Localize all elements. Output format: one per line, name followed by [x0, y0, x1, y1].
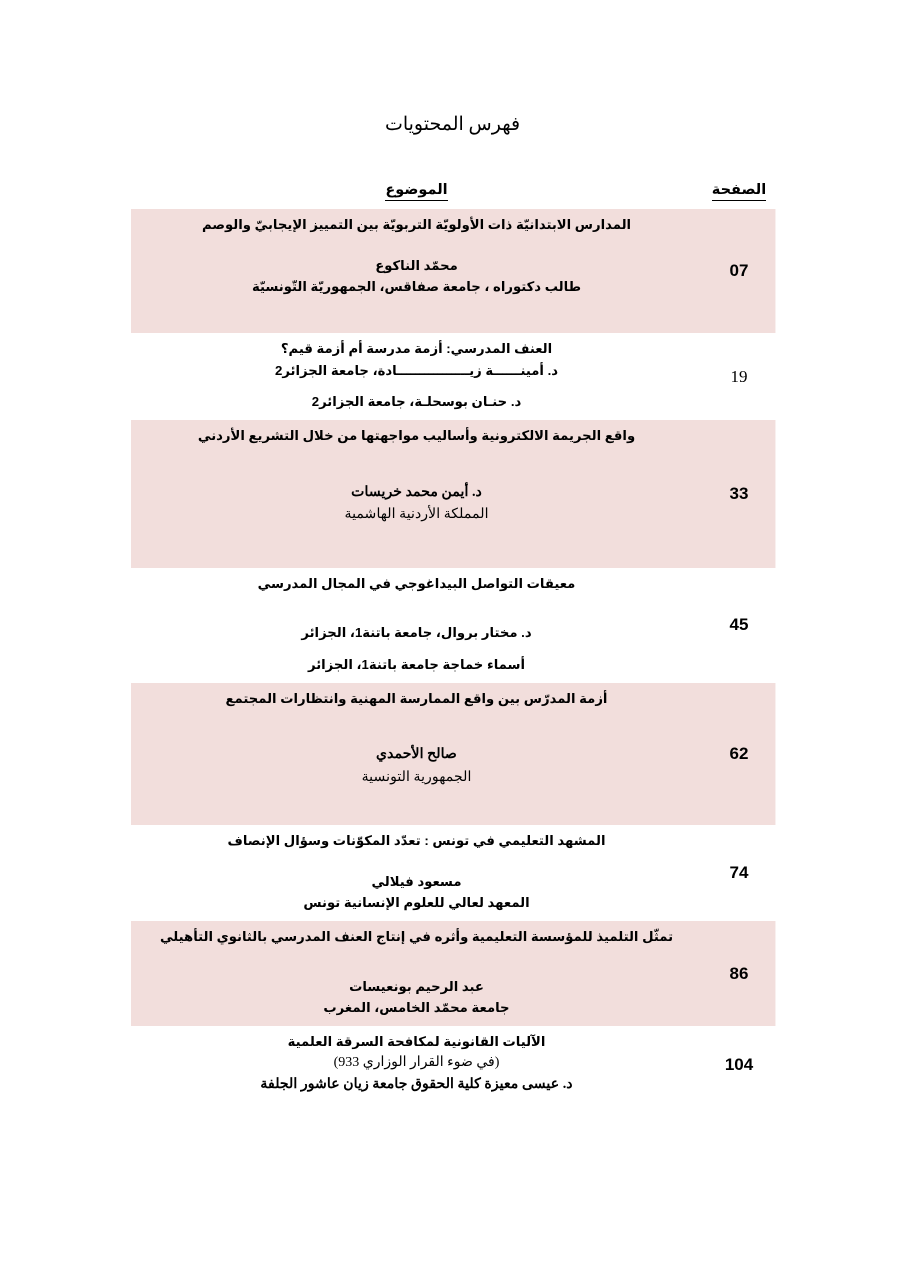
entry-subject: [131, 921, 702, 1026]
table-row: [131, 209, 776, 334]
entry-page-number: 86: [702, 921, 776, 1026]
entry-subject: [131, 333, 702, 420]
author-line: د. أمينــــــة زيــــــــــــــــادة، جامعة الجزائر2: [274, 362, 559, 378]
entry-title: أزمة المدرّس بين واقع الممارسة المهنية وانتظارات المجتمع: [225, 690, 608, 706]
author-line: د. عيسى معيزة كلية الحقوق جامعة زيان عاشور الجلفة: [260, 1076, 573, 1093]
entry-page-number: 19: [702, 333, 776, 420]
spacer: [141, 789, 692, 817]
table-row: [131, 420, 776, 568]
spacer: [141, 644, 692, 654]
author-line: محمّد الناكوع: [375, 258, 458, 274]
entry-authors: [141, 255, 692, 297]
entry-page-number: 33: [702, 420, 776, 568]
entry-page-number: 07: [702, 209, 776, 334]
column-header-subject-label: الموضوع: [385, 182, 447, 201]
entry-title: الآليات القانونية لمكافحة السرقة العلمية: [287, 1033, 546, 1049]
entry-page-number: 104: [702, 1026, 776, 1104]
author-line: د. مختار بروال، جامعة باتنة1، الجزائر: [301, 625, 532, 641]
author-affiliation: المعهد لعالي للعلوم الإنسانية تونس: [303, 895, 530, 911]
spacer: [141, 594, 692, 622]
entry-authors: [141, 976, 692, 1018]
author-affiliation: المملكة الأردنية الهاشمية: [344, 506, 489, 523]
entry-title: المدارس الابتدانيّة ذات الأولويّة التربويّة بين التمييز الإيجابيّ والوصم: [201, 216, 632, 232]
spacer: [141, 297, 692, 325]
spacer: [141, 526, 692, 560]
author-affiliation: جامعة محمّد الخامس، المغرب: [323, 999, 510, 1015]
entry-subject: [131, 825, 702, 922]
column-header-subject: [131, 182, 702, 209]
entry-subject: [131, 420, 702, 568]
author-affiliation: الجمهورية التونسية: [361, 768, 472, 785]
spacer: [141, 948, 692, 976]
entry-authors: [141, 360, 692, 412]
entry-subject: [131, 1026, 702, 1104]
table-row: [131, 683, 776, 825]
entry-title: واقع الجريمة الالكترونية وأساليب مواجهتها من خلال التشريع الأردني: [197, 428, 636, 444]
author-line: عبد الرحيم بونعيسات: [349, 978, 484, 994]
column-header-page: [702, 182, 776, 209]
entry-authors: [141, 622, 692, 674]
author-affiliation: طالب دكتوراه ، جامعة صفاقس، الجمهوريّة التّونسيّة: [251, 279, 581, 295]
table-of-contents: [131, 182, 776, 1104]
table-row: [131, 1026, 776, 1104]
entry-authors: [141, 743, 692, 788]
toc-table: [131, 182, 776, 1104]
table-row: [131, 825, 776, 922]
entry-authors: [141, 481, 692, 526]
table-row: [131, 921, 776, 1026]
author-line: د. أيمن محمد خريسات: [351, 483, 482, 500]
header-row: [131, 182, 776, 209]
column-header-page-label: الصفحة: [712, 182, 766, 201]
entry-title: تمثّل التلميذ للمؤسسة التعليمية وأثره في إنتاج العنف المدرسي بالثانوي التأهيلي: [159, 929, 674, 945]
author-line: أسماء خماجة جامعة باتنة1، الجزائر: [308, 656, 525, 672]
author-line: مسعود فيلالي: [371, 874, 462, 890]
entry-title: المشهد التعليمي في تونس : تعدّد المكوّنات وسؤال الإنصاف: [227, 832, 606, 848]
table-row: [131, 333, 776, 420]
entry-page-number: 74: [702, 825, 776, 922]
spacer: [141, 447, 692, 481]
spacer: [141, 235, 692, 255]
entry-title: معيقات التواصل البيداغوجي في المجال المدرسي: [257, 575, 576, 591]
entry-page-number: 45: [702, 568, 776, 683]
entry-title: العنف المدرسي: أزمة مدرسة أم أزمة قيم؟: [280, 341, 553, 357]
entry-authors: [141, 871, 692, 913]
spacer: [141, 381, 692, 391]
page-title: فهرس المحتويات: [384, 114, 521, 135]
entry-subject: [131, 568, 702, 683]
entry-subject: [131, 683, 702, 825]
spacer: [141, 709, 692, 743]
entry-subject: [131, 209, 702, 334]
author-line: د. حنـان بوسحلـة، جامعة الجزائر2: [311, 393, 522, 409]
toc-table-body: [131, 209, 776, 1104]
entry-page-number: 62: [702, 683, 776, 825]
toc-table-header: [131, 182, 776, 209]
table-row: [131, 568, 776, 683]
spacer: [141, 851, 692, 871]
author-line: صالح الأحمدي: [376, 746, 457, 763]
entry-subtitle: (في ضوء القرار الوزاري 933): [333, 1055, 500, 1071]
